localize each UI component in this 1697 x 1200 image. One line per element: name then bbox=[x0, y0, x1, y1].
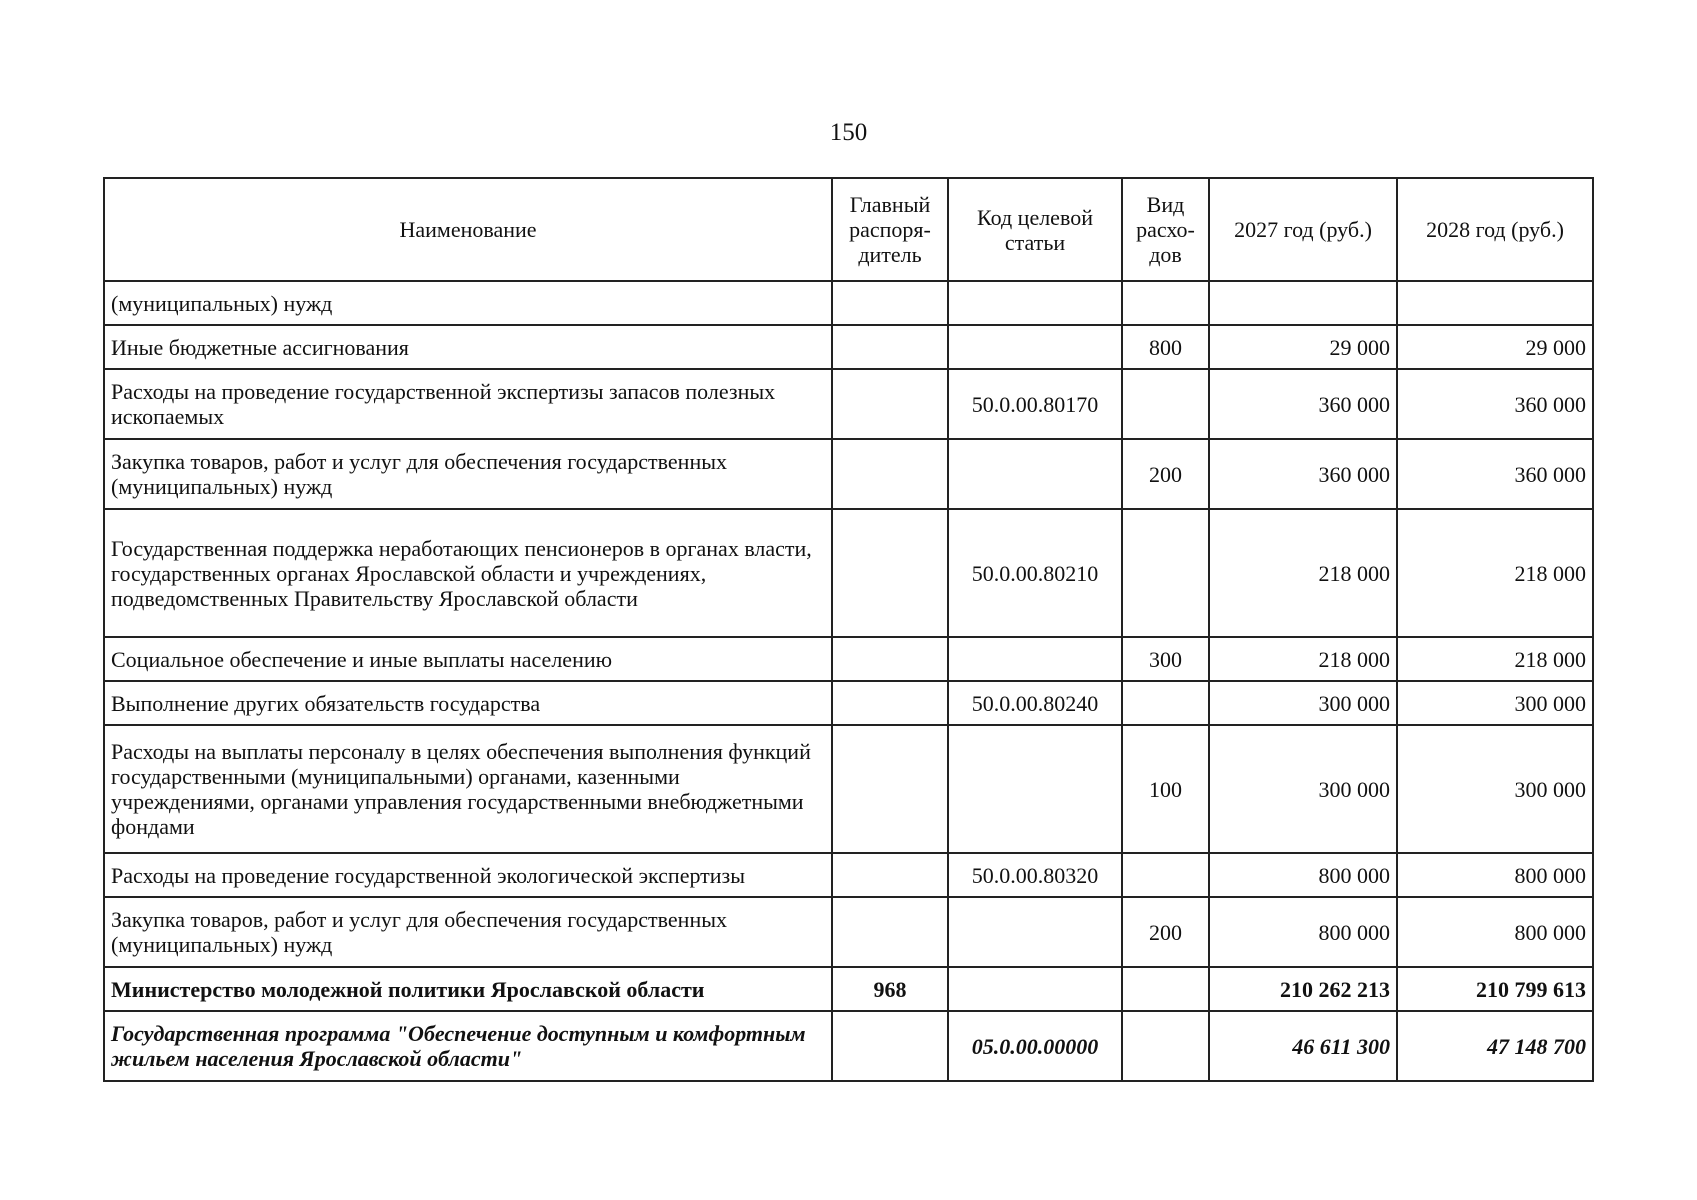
cell-name: Иные бюджетные ассигнования bbox=[104, 325, 832, 369]
cell-manager bbox=[832, 369, 948, 439]
cell-kind bbox=[1122, 509, 1209, 637]
cell-name: Социальное обеспечение и иные выплаты населению bbox=[104, 637, 832, 681]
cell-name: Расходы на выплаты персоналу в целях обеспечения выполнения функций государственными (муниципальными) органами, казенными учреждениями, органами управления государственными внебюджетными фондами bbox=[104, 725, 832, 853]
cell-kind: 100 bbox=[1122, 725, 1209, 853]
cell-2027: 360 000 bbox=[1209, 439, 1397, 509]
header-name: Наименование bbox=[104, 178, 832, 281]
table-row bbox=[104, 725, 1593, 853]
cell-code bbox=[948, 725, 1122, 853]
cell-name: Министерство молодежной политики Ярославской области bbox=[104, 967, 832, 1011]
cell-kind bbox=[1122, 681, 1209, 725]
cell-2028: 360 000 bbox=[1397, 369, 1593, 439]
budget-table bbox=[103, 177, 1594, 1082]
cell-manager bbox=[832, 439, 948, 509]
header-manager: Главный распоря-дитель bbox=[832, 178, 948, 281]
cell-name: Закупка товаров, работ и услуг для обеспечения государственных (муниципальных) нужд bbox=[104, 897, 832, 967]
cell-2027: 360 000 bbox=[1209, 369, 1397, 439]
cell-2028: 360 000 bbox=[1397, 439, 1593, 509]
cell-2028: 29 000 bbox=[1397, 325, 1593, 369]
cell-2027: 300 000 bbox=[1209, 681, 1397, 725]
cell-kind: 800 bbox=[1122, 325, 1209, 369]
cell-2027: 218 000 bbox=[1209, 509, 1397, 637]
cell-name: Закупка товаров, работ и услуг для обеспечения государственных (муниципальных) нужд bbox=[104, 439, 832, 509]
cell-kind bbox=[1122, 1011, 1209, 1081]
cell-manager bbox=[832, 509, 948, 637]
cell-code: 50.0.00.80170 bbox=[948, 369, 1122, 439]
cell-2027: 800 000 bbox=[1209, 853, 1397, 897]
cell-2028: 300 000 bbox=[1397, 725, 1593, 853]
cell-code: 50.0.00.80320 bbox=[948, 853, 1122, 897]
table-row bbox=[104, 897, 1593, 967]
cell-code bbox=[948, 967, 1122, 1011]
cell-kind: 200 bbox=[1122, 439, 1209, 509]
table-row bbox=[104, 853, 1593, 897]
cell-2027: 29 000 bbox=[1209, 325, 1397, 369]
cell-code bbox=[948, 897, 1122, 967]
cell-code bbox=[948, 325, 1122, 369]
header-2028: 2028 год (руб.) bbox=[1397, 178, 1593, 281]
table-row-ministry bbox=[104, 967, 1593, 1011]
table-row bbox=[104, 325, 1593, 369]
cell-code bbox=[948, 281, 1122, 325]
table-row-program bbox=[104, 1011, 1593, 1081]
cell-kind bbox=[1122, 281, 1209, 325]
cell-2027: 800 000 bbox=[1209, 897, 1397, 967]
cell-manager bbox=[832, 681, 948, 725]
cell-name: (муниципальных) нужд bbox=[104, 281, 832, 325]
header-kind: Вид расхо-дов bbox=[1122, 178, 1209, 281]
cell-manager bbox=[832, 637, 948, 681]
cell-2027 bbox=[1209, 281, 1397, 325]
cell-2028 bbox=[1397, 281, 1593, 325]
header-code: Код целевой статьи bbox=[948, 178, 1122, 281]
cell-manager bbox=[832, 325, 948, 369]
cell-manager bbox=[832, 853, 948, 897]
cell-2027: 300 000 bbox=[1209, 725, 1397, 853]
cell-code: 50.0.00.80210 bbox=[948, 509, 1122, 637]
cell-2028: 218 000 bbox=[1397, 637, 1593, 681]
cell-kind: 200 bbox=[1122, 897, 1209, 967]
cell-kind bbox=[1122, 967, 1209, 1011]
table-row bbox=[104, 681, 1593, 725]
table-row bbox=[104, 637, 1593, 681]
cell-manager bbox=[832, 281, 948, 325]
cell-name: Выполнение других обязательств государства bbox=[104, 681, 832, 725]
cell-2028: 800 000 bbox=[1397, 853, 1593, 897]
table-row bbox=[104, 439, 1593, 509]
cell-2028: 800 000 bbox=[1397, 897, 1593, 967]
cell-2028: 47 148 700 bbox=[1397, 1011, 1593, 1081]
cell-2027: 210 262 213 bbox=[1209, 967, 1397, 1011]
cell-kind bbox=[1122, 369, 1209, 439]
cell-manager bbox=[832, 1011, 948, 1081]
cell-code: 05.0.00.00000 bbox=[948, 1011, 1122, 1081]
cell-2027: 46 611 300 bbox=[1209, 1011, 1397, 1081]
cell-kind bbox=[1122, 853, 1209, 897]
page-number: 150 bbox=[829, 119, 868, 146]
cell-manager bbox=[832, 897, 948, 967]
cell-name: Расходы на проведение государственной экологической экспертизы bbox=[104, 853, 832, 897]
cell-manager: 968 bbox=[832, 967, 948, 1011]
cell-code: 50.0.00.80240 bbox=[948, 681, 1122, 725]
cell-name: Государственная поддержка неработающих пенсионеров в органах власти, государственных органах Ярославской области и учреждениях, подведомственных Правительству Ярославской области bbox=[104, 509, 832, 637]
cell-2027: 218 000 bbox=[1209, 637, 1397, 681]
cell-2028: 300 000 bbox=[1397, 681, 1593, 725]
cell-name: Расходы на проведение государственной экспертизы запасов полезных ископаемых bbox=[104, 369, 832, 439]
cell-name: Государственная программа "Обеспечение доступным и комфортным жильем населения Ярославской области" bbox=[104, 1011, 832, 1081]
cell-2028: 218 000 bbox=[1397, 509, 1593, 637]
cell-kind: 300 bbox=[1122, 637, 1209, 681]
table-header-row bbox=[104, 178, 1593, 281]
table-row bbox=[104, 281, 1593, 325]
table-row bbox=[104, 509, 1593, 637]
cell-code bbox=[948, 637, 1122, 681]
header-2027: 2027 год (руб.) bbox=[1209, 178, 1397, 281]
cell-manager bbox=[832, 725, 948, 853]
cell-code bbox=[948, 439, 1122, 509]
table-row bbox=[104, 369, 1593, 439]
cell-2028: 210 799 613 bbox=[1397, 967, 1593, 1011]
